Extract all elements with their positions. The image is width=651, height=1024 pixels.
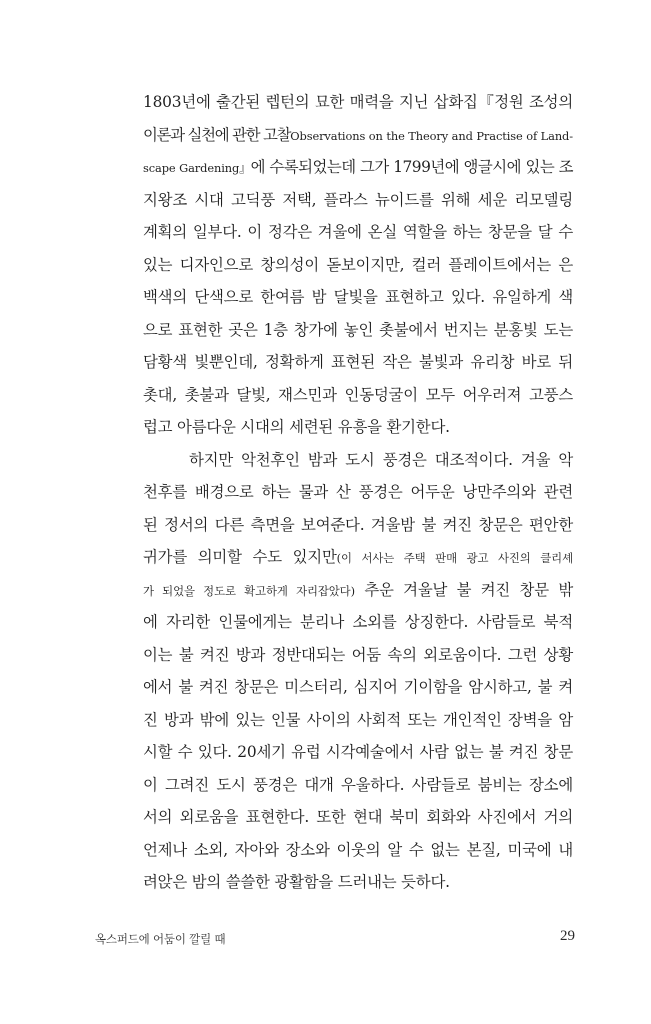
text-line <box>143 574 573 607</box>
line-text: 백색의 단색으로 한여름 밤 달빛을 표현하고 있다. 유일하게 색 <box>143 288 573 306</box>
page-number: 29 <box>560 928 575 944</box>
line-text: 담황색 빛뿐인데, 정확하게 표현된 작은 불빛과 유리창 바로 뒤 <box>143 353 573 371</box>
line-text: 에 수록되었는데 그가 1799년에 앵글시에 있는 조 <box>250 158 573 176</box>
body-text <box>143 86 573 899</box>
text-line <box>143 86 573 119</box>
text-line <box>143 736 573 769</box>
text-line <box>143 151 573 184</box>
line-text: 에 자리한 인물에게는 분리나 소외를 상징한다. 사람들로 북적 <box>143 613 573 631</box>
text-line <box>143 119 573 152</box>
line-text: 추운 겨울날 불 켜진 창문 밖 <box>354 580 573 599</box>
text-line <box>143 606 573 639</box>
text-line <box>143 671 573 704</box>
line-text: 있는 디자인으로 창의성이 돋보이지만, 컬러 플레이트에서는 은 <box>143 255 573 274</box>
line-text: 진 방과 밖에 있는 인물 사이의 사회적 또는 개인적인 장벽을 암 <box>143 710 573 729</box>
line-text: 된 정서의 다른 측면을 보여준다. 겨울밤 불 켜진 창문은 편안한 <box>143 515 573 534</box>
text-line <box>143 281 573 314</box>
text-line <box>143 866 573 899</box>
text-line <box>143 216 573 249</box>
text-line <box>143 314 573 347</box>
line-text: 1803년에 출간된 렙턴의 묘한 매력을 지닌 삽화집『정원 조성의 <box>143 93 573 111</box>
line-text: 에서 불 켜진 창문은 미스터리, 심지어 기이함을 암시하고, 불 켜 <box>143 678 573 696</box>
line-text: 이 그려진 도시 풍경은 대개 우울하다. 사람들로 붐비는 장소에 <box>143 775 573 794</box>
line-text: 시할 수 있다. 20세기 유럽 시각예술에서 사람 없는 불 켜진 창문 <box>143 743 573 761</box>
text-line <box>143 184 573 217</box>
line-text: 려앉은 밤의 쓸쓸한 광활함을 드러내는 듯하다. <box>143 873 450 891</box>
text-line <box>143 834 573 867</box>
line-text: 이론과 실천에 관한 고찰 <box>143 125 291 144</box>
text-line <box>143 411 573 444</box>
page-footer <box>95 928 575 948</box>
line-text: 이는 불 켜진 방과 정반대되는 어둠 속의 외로움이다. 그런 상황 <box>143 645 573 664</box>
line-text: 럽고 아름다운 시대의 세련된 유흥을 환기한다. <box>143 418 450 436</box>
text-line <box>143 476 573 509</box>
line-text: 촛대, 촛불과 달빛, 재스민과 인동덩굴이 모두 어우러져 고풍스 <box>143 385 573 404</box>
small-text: Observations on the Theory and Practise of Land- <box>290 128 573 143</box>
text-line <box>143 801 573 834</box>
line-text: 계획의 일부다. 이 정각은 겨울에 온실 역할을 하는 창문을 달 수 <box>143 223 573 241</box>
line-text: 으로 표현한 곳은 1층 창가에 놓인 촛불에서 번지는 분홍빛 도는 <box>143 320 573 339</box>
text-line <box>143 379 573 412</box>
text-line <box>143 509 573 542</box>
text-line <box>143 769 573 802</box>
running-title: 옥스퍼드에 어둠이 깔릴 때 <box>95 932 226 946</box>
line-text: 귀가를 의미할 수도 있지만 <box>143 548 337 566</box>
text-line <box>143 541 573 574</box>
small-text: 가 되었을 정도로 확고하게 자리잡았다) <box>143 583 355 598</box>
line-text: 천후를 배경으로 하는 물과 산 풍경은 어두운 낭만주의와 관련 <box>143 483 573 501</box>
text-line <box>143 346 573 379</box>
line-text: 언제나 소외, 자아와 장소와 이웃의 알 수 없는 본질, 미국에 내 <box>143 840 573 859</box>
small-text: (이 서사는 주택 판매 광고 사진의 클리셰 <box>336 551 573 565</box>
text-line <box>143 444 573 477</box>
line-text: 하지만 악천후인 밤과 도시 풍경은 대조적이다. 겨울 악 <box>189 450 573 469</box>
text-line <box>143 704 573 737</box>
line-text: 서의 외로움을 표현한다. 또한 현대 북미 회화와 사진에서 거의 <box>143 808 573 826</box>
line-text: 지왕조 시대 고딕풍 저택, 플라스 뉴이드를 위해 세운 리모델링 <box>143 190 573 209</box>
text-line <box>143 639 573 672</box>
small-text: scape Gardening』 <box>143 161 251 175</box>
text-line <box>143 249 573 282</box>
